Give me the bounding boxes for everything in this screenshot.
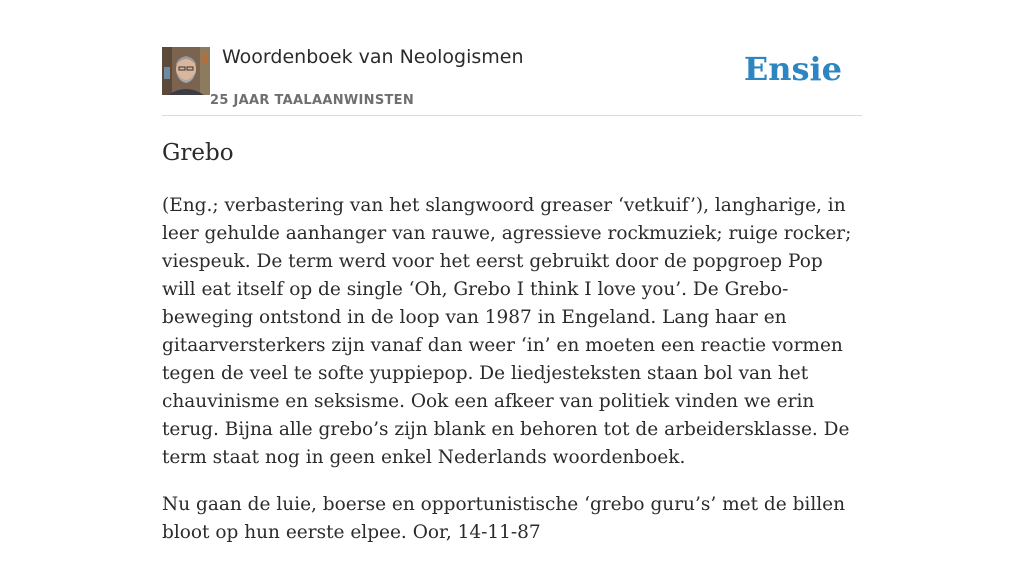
author-avatar[interactable] <box>162 47 210 95</box>
site-title[interactable]: Woordenboek van Neologismen <box>222 46 524 68</box>
site-subtitle: 25 JAAR TAALAANWINSTEN <box>210 93 415 108</box>
author-portrait-icon <box>162 47 210 95</box>
site-header <box>162 44 862 116</box>
entry-title: Grebo <box>162 140 234 166</box>
definition-paragraph: (Eng.; verbastering van het slangwoord greaser ‘vetkuif’), langharige, in leer gehulde aanhanger van rauwe, agressieve rockmuziek; ruige rocker; viespeuk. De term werd voor het eerst gebruikt door de popgroep Pop will eat itself op de single ‘Oh, Grebo I think I love you’. De Grebo-beweging ontstond in de loop van 1987 in Engeland. Lang haar en gitaarversterkers zijn vanaf dan weer ‘in’ en moeten een reactie vormen tegen de veel te softe yuppiepop. De liedjesteksten staan bol van het chauvinisme en seksisme. Ook een afkeer van politiek vinden we erin terug. Bijna alle grebo’s zijn blank en behoren tot de arbeidersklasse. De term staat nog in geen enkel Nederlands woordenboek. <box>162 195 852 468</box>
citation-paragraph: Nu gaan de luie, boerse en opportunistische ‘grebo guru’s’ met de billen bloot op hun eerste elpee. Oor, 14-11-87 <box>162 494 846 543</box>
entry-definition <box>162 192 862 566</box>
ensie-logo[interactable]: Ensie <box>743 50 842 88</box>
